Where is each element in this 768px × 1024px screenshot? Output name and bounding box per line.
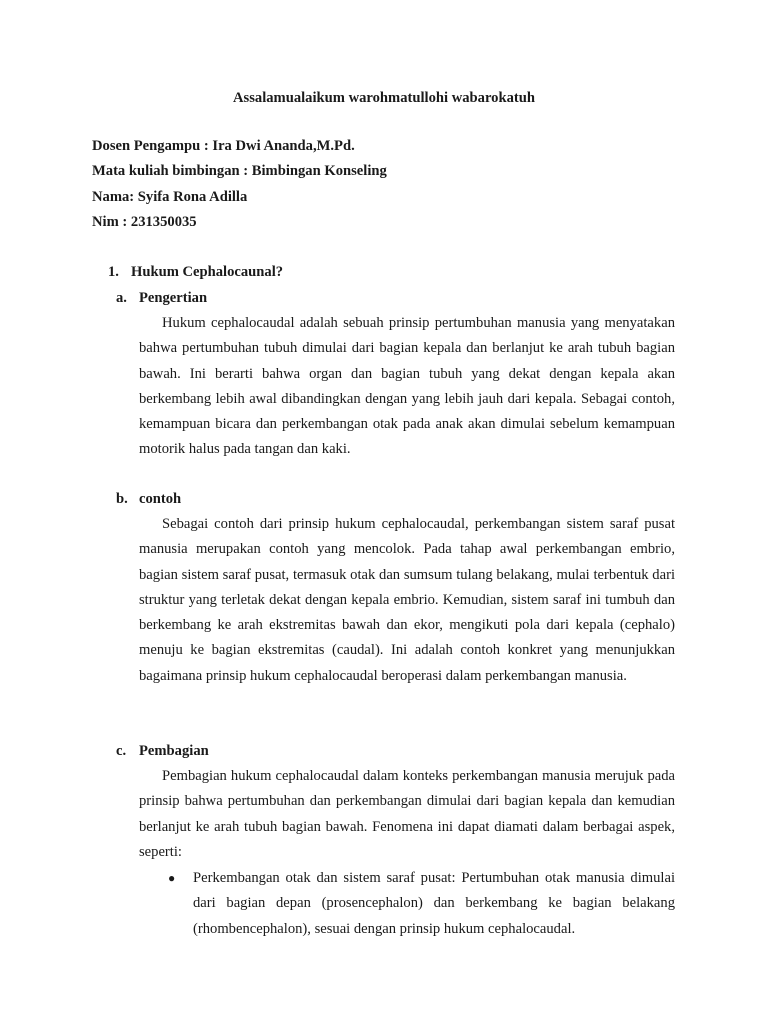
paragraph-text: Pembagian hukum cephalocaudal dalam konteks perkembangan manusia merujuk pada prinsip bahwa pertumbuhan dan perkembangan dimulai dari bagian kepala dan kemudian berlanjut ke arah tubuh bagian bawah. Fenomena ini dapat diamati dalam berbagai aspek, seperti:: [139, 768, 675, 860]
section-1-number: 1.: [108, 264, 119, 280]
student-id-line: Nim : 231350035: [92, 213, 197, 230]
subsection-b-paragraph: [139, 512, 675, 689]
subsection-a-title: Pengertian: [139, 290, 208, 306]
subsection-b-letter: b.: [116, 491, 128, 507]
subsection-c-letter: c.: [116, 743, 127, 759]
bullet-text: Perkembangan otak dan sistem saraf pusat: Pertumbuhan otak manusia dimulai dari bagian depan (prosencephalon) dan berkembang ke bagian belakang (rhombencephalon), sesuai dengan prinsip hukum cephalocaudal.: [193, 870, 675, 937]
subsection-c-paragraph: [139, 764, 675, 865]
subsection-a-heading: [116, 288, 207, 308]
subsection-c-title: Pembagian: [139, 743, 209, 759]
subsection-b-heading: [116, 489, 181, 509]
section-1-heading: [108, 262, 283, 282]
lecturer-line: Dosen Pengampu : Ira Dwi Ananda,M.Pd.: [92, 138, 355, 154]
section-1-title: Hukum Cephalocaunal?: [131, 264, 284, 280]
subsection-a-letter: a.: [116, 290, 127, 306]
subsection-c-heading: [116, 741, 209, 761]
paragraph-text: Sebagai contoh dari prinsip hukum cephalocaudal, perkembangan sistem saraf pusat manusia merupakan contoh yang mencolok. Pada tahap awal perkembangan embrio, bagian sistem saraf pusat, termasuk otak dan sumsum tulang belakang, mulai terbentuk dari struktur yang terletak dekat dengan kepala embrio. Kemudian, sistem saraf ini tumbuh dan berkembang ke arah ekstremitas bawah dan ekor, mengikuti pola dari kepala (cephalo) menuju ke bagian ekstremitas (caudal). Ini adalah contoh konkret yang menunjukkan bagaimana prinsip hukum cephalocaudal beroperasi dalam perkembangan manusia.: [139, 516, 675, 684]
paragraph-text: Hukum cephalocaudal adalah sebuah prinsip pertumbuhan manusia yang menyatakan bahwa pertumbuhan tubuh dimulai dari bagian kepala dan berlanjut ke arah tubuh bagian bawah. Ini berarti bahwa organ dan bagian tubuh yang dekat dengan kepala akan berkembang lebih awal dibandingkan dengan yang lebih jauh dari kepala. Sebagai contoh, kemampuan bicara dan perkembangan otak pada anak akan dimulai sebelum kemampuan motorik halus pada tangan dan kaki.: [139, 315, 675, 458]
bullet-dot-icon: ●: [168, 871, 176, 885]
document-greeting-title: Assalamualaikum warohmatullohi wabarokatuh: [233, 90, 535, 106]
subsection-b-title: contoh: [139, 491, 182, 507]
bullet-list-item: [168, 866, 675, 942]
student-info-block: [92, 134, 387, 235]
subsection-a-paragraph: [139, 311, 675, 463]
course-line: Mata kuliah bimbingan : Bimbingan Konseling: [92, 163, 387, 180]
name-line: Nama: Syifa Rona Adilla: [92, 188, 248, 205]
